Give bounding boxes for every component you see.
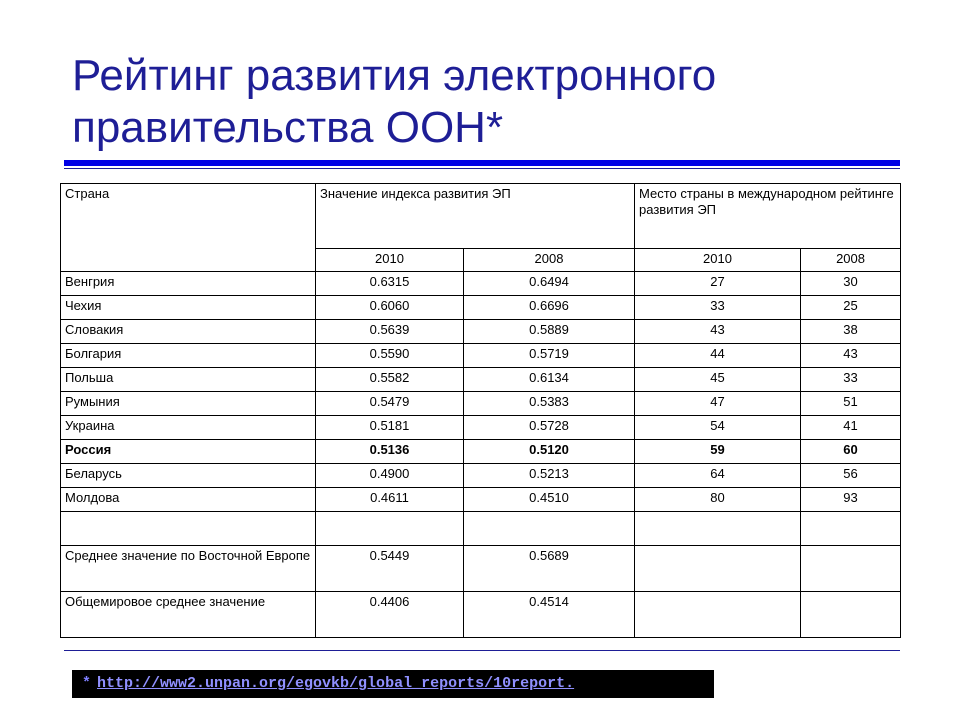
- rank-2010-cell: 80: [635, 488, 801, 512]
- index-2008-cell: 0.4514: [464, 592, 635, 638]
- table-row-russia: [61, 440, 901, 464]
- index-2010-cell: 0.5479: [316, 392, 464, 416]
- table-row-average-world: [61, 592, 901, 638]
- rank-2008-cell: 33: [801, 368, 901, 392]
- slide-title-line-1: Рейтинг развития электронного: [72, 51, 717, 100]
- country-cell: Словакия: [61, 320, 316, 344]
- index-2008-cell: 0.5889: [464, 320, 635, 344]
- table-row-average-eastern-europe: [61, 546, 901, 592]
- footnote-star: *: [82, 675, 92, 692]
- index-2008-cell: 0.5383: [464, 392, 635, 416]
- country-cell: Болгария: [61, 344, 316, 368]
- header-rank: Место страны в международном рейтинге развития ЭП: [635, 184, 901, 249]
- country-cell: Молдова: [61, 488, 316, 512]
- rank-2010-cell: 27: [635, 272, 801, 296]
- empty-cell: [464, 512, 635, 546]
- index-2008-cell: 0.6696: [464, 296, 635, 320]
- empty-cell: [316, 512, 464, 546]
- rank-2008-cell: 56: [801, 464, 901, 488]
- index-2008-cell: 0.5728: [464, 416, 635, 440]
- table-row: [61, 368, 901, 392]
- index-2010-cell: 0.4406: [316, 592, 464, 638]
- table-row: [61, 488, 901, 512]
- slide-title-line-2: правительства ООН*: [72, 103, 504, 152]
- header-year-rank-2010: 2010: [635, 249, 801, 272]
- empty-cell: [801, 546, 901, 592]
- rank-2008-cell: 51: [801, 392, 901, 416]
- index-2010-cell: 0.6060: [316, 296, 464, 320]
- header-year-rank-2008: 2008: [801, 249, 901, 272]
- index-2008-cell: 0.5689: [464, 546, 635, 592]
- table-row: [61, 416, 901, 440]
- index-2008-cell: 0.6134: [464, 368, 635, 392]
- header-index: Значение индекса развития ЭП: [316, 184, 635, 249]
- average-label-cell: Общемировое среднее значение: [61, 592, 316, 638]
- table-row-empty: [61, 512, 901, 546]
- table-row: [61, 464, 901, 488]
- rank-2010-cell: 64: [635, 464, 801, 488]
- index-2008-cell: 0.5120: [464, 440, 635, 464]
- index-2010-cell: 0.4900: [316, 464, 464, 488]
- title-divider-thick: [64, 160, 900, 166]
- header-year-index-2010: 2010: [316, 249, 464, 272]
- country-cell: Румыния: [61, 392, 316, 416]
- table-row: [61, 344, 901, 368]
- index-2010-cell: 0.5181: [316, 416, 464, 440]
- title-divider-thin: [64, 168, 900, 169]
- egov-ranking-table: [60, 183, 901, 638]
- country-cell: Венгрия: [61, 272, 316, 296]
- average-label-cell: Среднее значение по Восточной Европе: [61, 546, 316, 592]
- rank-2010-cell: 54: [635, 416, 801, 440]
- index-2010-cell: 0.4611: [316, 488, 464, 512]
- source-footnote: [72, 670, 714, 698]
- rank-2008-cell: 41: [801, 416, 901, 440]
- country-cell: Украина: [61, 416, 316, 440]
- rank-2008-cell: 30: [801, 272, 901, 296]
- index-2008-cell: 0.4510: [464, 488, 635, 512]
- index-2008-cell: 0.5213: [464, 464, 635, 488]
- table-row: [61, 296, 901, 320]
- empty-cell: [635, 512, 801, 546]
- empty-cell: [635, 546, 801, 592]
- country-cell: Польша: [61, 368, 316, 392]
- slide-title: [72, 50, 912, 154]
- index-2008-cell: 0.6494: [464, 272, 635, 296]
- table-row: [61, 392, 901, 416]
- rank-2010-cell: 43: [635, 320, 801, 344]
- rank-2008-cell: 25: [801, 296, 901, 320]
- country-cell: Чехия: [61, 296, 316, 320]
- empty-cell: [61, 512, 316, 546]
- footer-divider: [64, 650, 900, 651]
- rank-2010-cell: 33: [635, 296, 801, 320]
- country-cell: Беларусь: [61, 464, 316, 488]
- index-2010-cell: 0.6315: [316, 272, 464, 296]
- index-2010-cell: 0.5639: [316, 320, 464, 344]
- rank-2008-cell: 38: [801, 320, 901, 344]
- table-row: [61, 320, 901, 344]
- rank-2008-cell: 60: [801, 440, 901, 464]
- header-year-index-2008: 2008: [464, 249, 635, 272]
- table-header-row: [61, 184, 901, 249]
- source-link[interactable]: http://www2.unpan.org/egovkb/global_reports/10report.: [97, 675, 575, 692]
- rank-2010-cell: 59: [635, 440, 801, 464]
- rank-2010-cell: 47: [635, 392, 801, 416]
- index-2010-cell: 0.5582: [316, 368, 464, 392]
- empty-cell: [801, 592, 901, 638]
- header-country: Страна: [61, 184, 316, 272]
- index-2010-cell: 0.5136: [316, 440, 464, 464]
- table-row: [61, 272, 901, 296]
- country-cell: Россия: [61, 440, 316, 464]
- index-2008-cell: 0.5719: [464, 344, 635, 368]
- index-2010-cell: 0.5590: [316, 344, 464, 368]
- rank-2010-cell: 44: [635, 344, 801, 368]
- index-2010-cell: 0.5449: [316, 546, 464, 592]
- rank-2008-cell: 43: [801, 344, 901, 368]
- rank-2010-cell: 45: [635, 368, 801, 392]
- rank-2008-cell: 93: [801, 488, 901, 512]
- empty-cell: [635, 592, 801, 638]
- empty-cell: [801, 512, 901, 546]
